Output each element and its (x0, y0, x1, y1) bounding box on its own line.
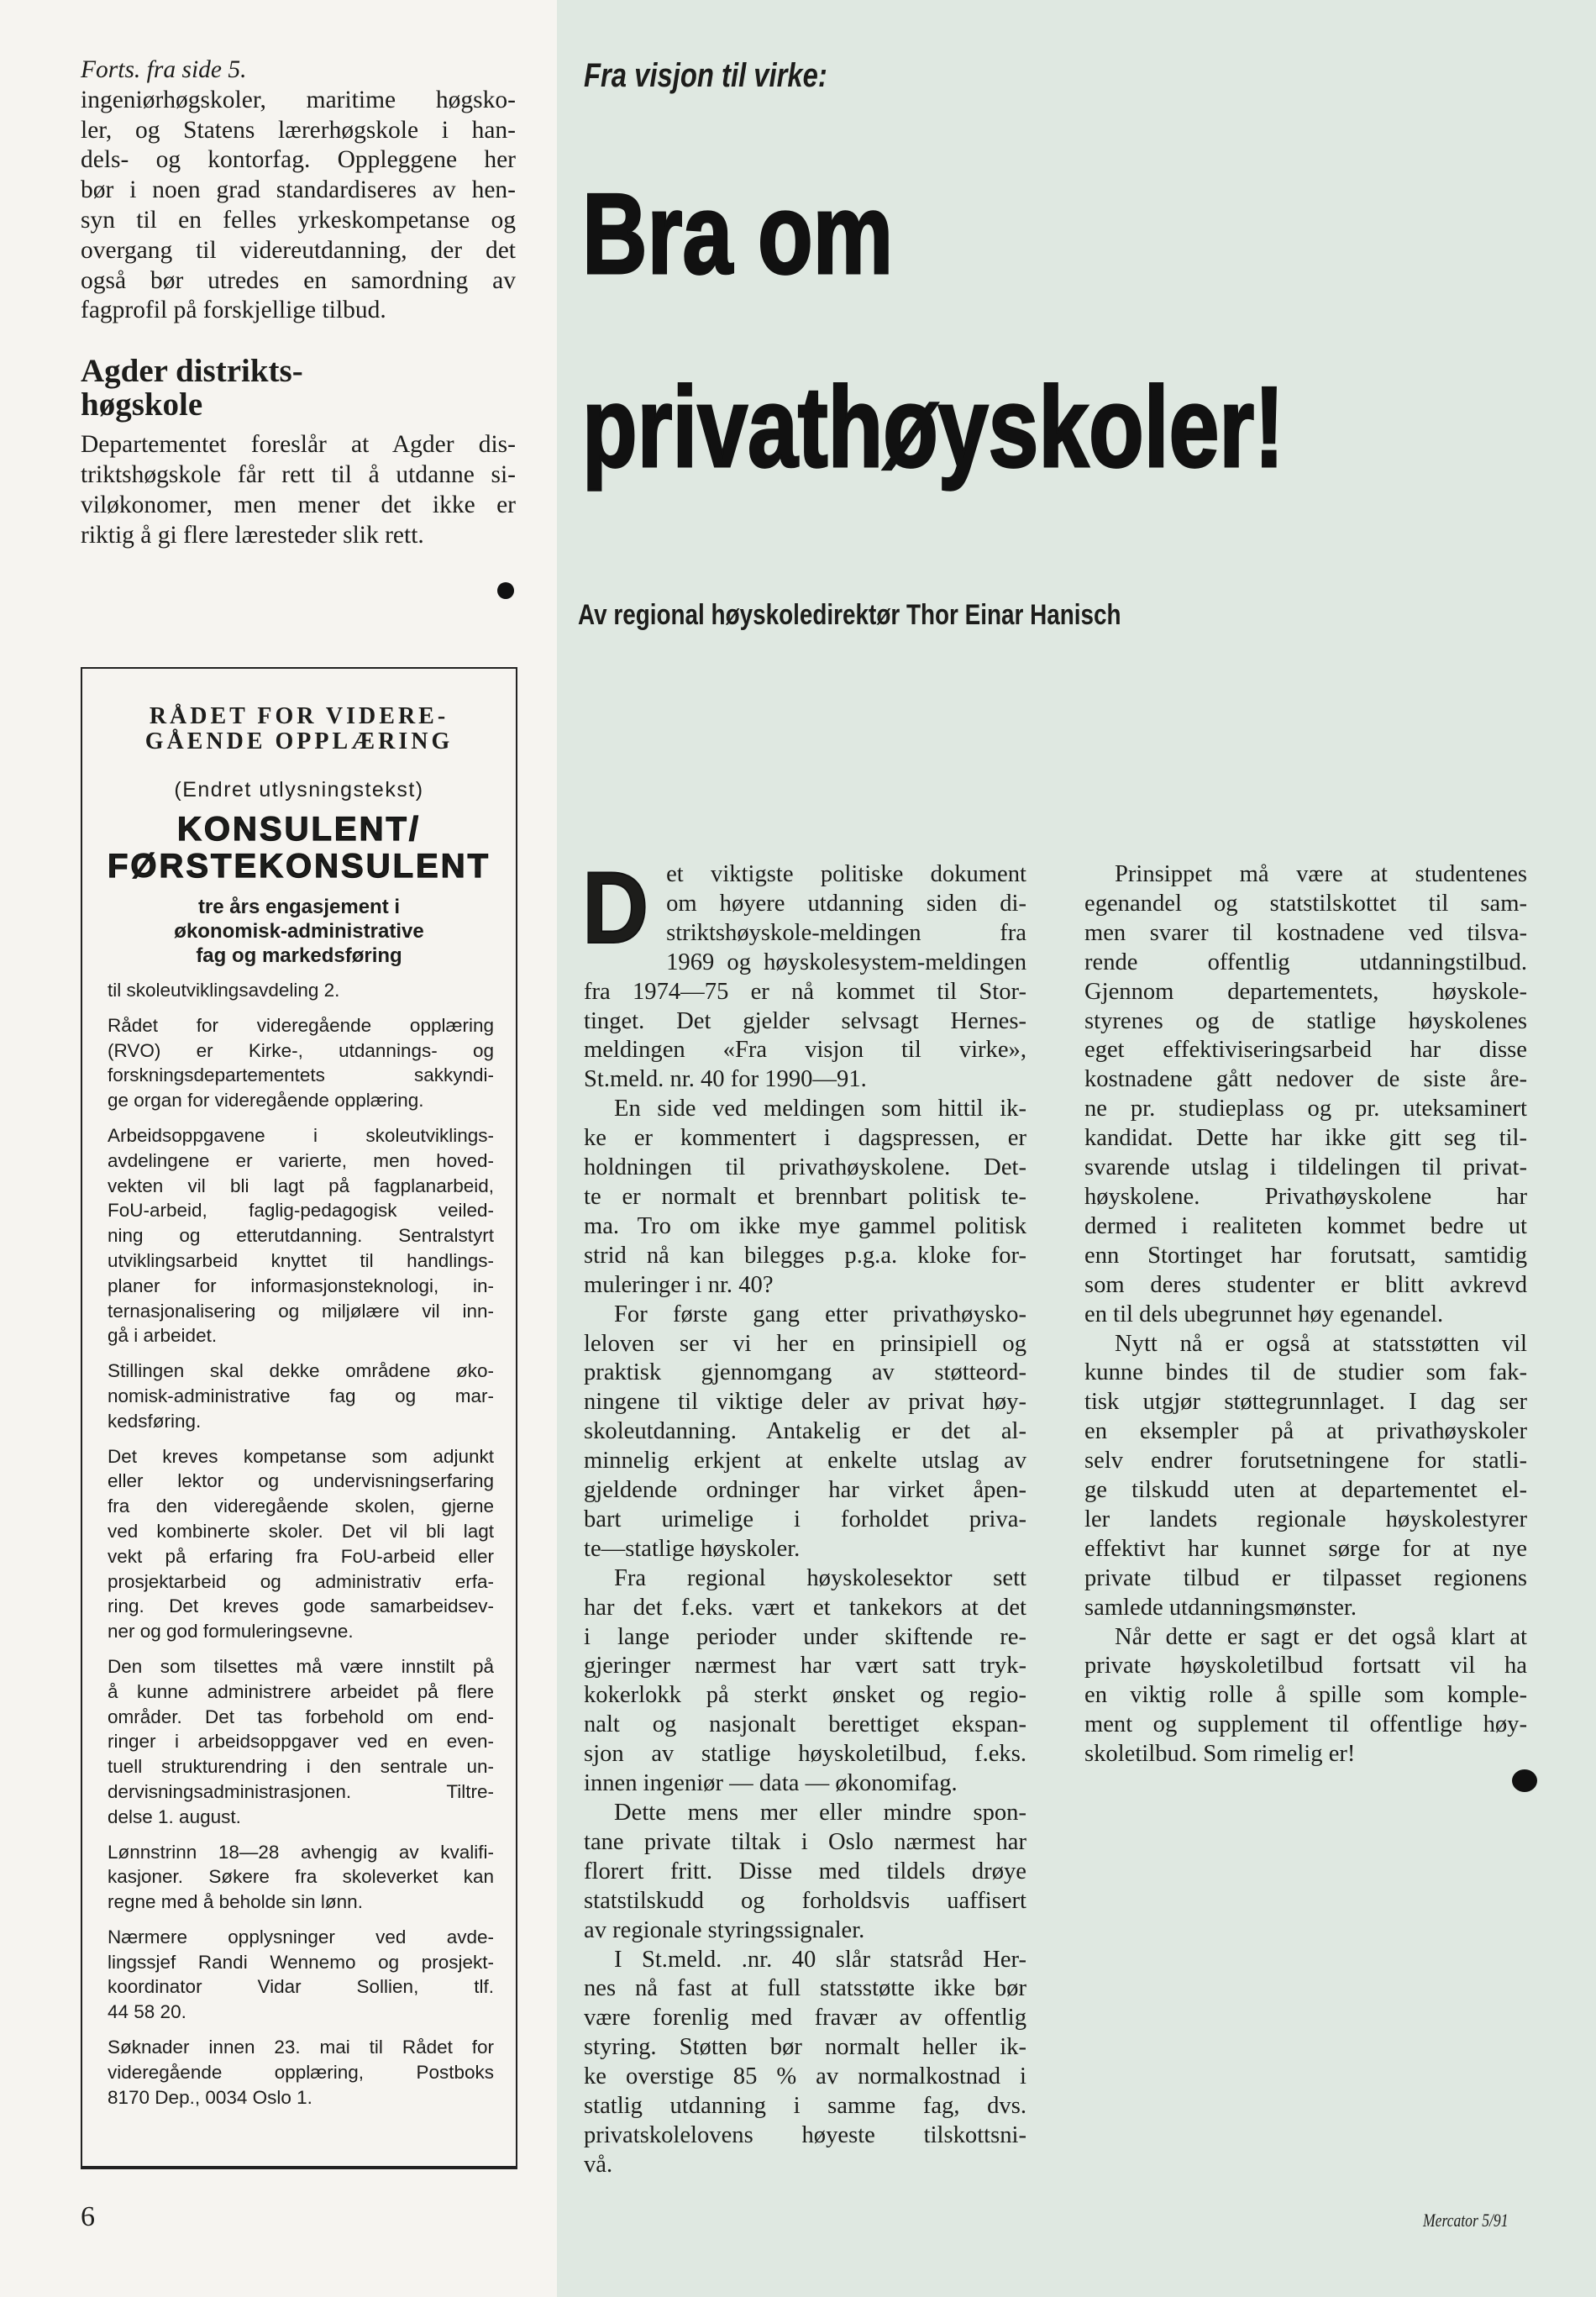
text-line: ler, og Statens lærerhøgskole i han- (81, 116, 516, 144)
text-line: utviklingsarbeid knyttet til handlings- (108, 1249, 494, 1271)
text-line: vå. (584, 2151, 613, 2178)
text-line: For første gang etter privathøysko- (614, 1301, 1026, 1327)
text-line: ner og god formuleringsevne. (108, 1621, 354, 1643)
ad-subtitle-line: økonomisk-administrative (174, 920, 424, 943)
text-line: egenandel og statstilskottet til sam- (1084, 890, 1527, 917)
text-line: holdningen til privathøyskolene. Det- (584, 1154, 1026, 1181)
text-line: Fra regional høyskolesektor sett (614, 1564, 1026, 1591)
text-line: kunne bindes til de studier som fak- (1084, 1359, 1527, 1386)
text-line: kasjoner. Søkere fra skoleverket kan (108, 1866, 494, 1888)
text-line: 44 58 20. (108, 2001, 186, 2023)
article-column-1 (582, 850, 1026, 2180)
text-line: innen ingeniør — data — økonomifag. (584, 1770, 958, 1797)
job-advertisement (81, 667, 517, 2169)
text-line: effektivt har kunnet sørge for at nye (1084, 1535, 1527, 1562)
text-line: selv endrer forutsetningene for statli- (1084, 1448, 1527, 1474)
text-line: ne pr. studieplass og pr. uteksaminert (1084, 1096, 1527, 1122)
paragraph (582, 850, 1026, 1095)
paragraph (108, 978, 494, 1003)
text-line: dermed i realiteten kommet bedre ut (1084, 1212, 1527, 1239)
text-line: svarende utslag i tildelingen til privat- (1084, 1154, 1527, 1181)
text-line: statlig utdanning i samme fag, dvs. (584, 2093, 1026, 2120)
text-line: syn til en felles yrkeskompetanse og (81, 206, 516, 234)
text-line: Nytt nå er også at statsstøtten vil (1115, 1330, 1527, 1357)
text-line: skoletilbud. Som rimelig er! (1084, 1741, 1356, 1768)
text-line: Gjennom departementets, høyskole- (1084, 978, 1527, 1005)
paragraph (108, 1444, 494, 1644)
text-line: videregående opplæring, Postboks (108, 2061, 494, 2083)
text-line: rende offentlig utdanningstilbud. (1084, 949, 1527, 975)
text-line: strid nå kan bilegges p.g.a. kloke for- (584, 1242, 1026, 1269)
text-line: fra den videregående skolen, gjerne (108, 1495, 494, 1517)
ad-note: (Endret utlysningstekst) (174, 778, 424, 802)
text-line: tuell strukturendring i den sentrale un- (108, 1756, 494, 1778)
paragraph (584, 1564, 1026, 1799)
text-line: et viktigste politiske dokument (666, 861, 1026, 887)
text-line: kandidat. Dette har ikke gitt seg til- (1084, 1125, 1527, 1152)
text-line: men svarer til kostnadene ved tilsva- (1084, 919, 1527, 946)
article-body-paragraphs (582, 850, 1026, 2180)
text-line: minnelig erkjent at enkelte utslag av (584, 1448, 1026, 1474)
paragraph (108, 1013, 494, 1113)
text-line: St.meld. nr. 40 for 1990—91. (584, 1066, 867, 1093)
text-line: en viktig rolle å spille som komple- (1084, 1682, 1527, 1709)
text-line: vekten vil bli lagt på fagplanarbeid, (108, 1175, 494, 1196)
ad-organization-line: RÅDET FOR VIDERE- (149, 703, 449, 729)
text-line: private tilbud er tilpasset regionens (1084, 1564, 1527, 1591)
text-line: lingssjef Randi Wennemo og prosjekt- (108, 1951, 494, 1973)
text-line: I St.meld. .nr. 40 slår statsråd Her- (614, 1946, 1026, 1973)
text-line: fagprofil på forskjellige tilbud. (81, 297, 386, 324)
text-line: vekt på erfaring fra FoU-arbeid eller (108, 1545, 494, 1567)
paragraph (1084, 1330, 1527, 1623)
text-line: Departementet foreslår at Agder dis- (81, 431, 516, 459)
text-line: tinget. Det gjelder selvsagt Hernes- (584, 1007, 1026, 1034)
text-line: gjeldende ordninger har virket åpen- (584, 1477, 1026, 1504)
text-line: statstilskudd og forholdsvis uaffisert (584, 1887, 1026, 1914)
text-line: kostnadene gått nedover de siste åre- (1084, 1066, 1527, 1093)
text-line: prosjektarbeid og administrativ erfa- (108, 1570, 494, 1592)
article-byline: Av regional høyskoledirektør Thor Einar Hanisch (578, 599, 1121, 631)
text-line: ringer i arbeidsoppgaver ved en even- (108, 1731, 494, 1753)
ad-body (108, 978, 494, 2110)
left-column (81, 55, 516, 550)
text-line: bør i noen grad standardiseres av hen- (81, 176, 516, 204)
paragraph (108, 1123, 494, 1348)
ad-subtitle-line: fag og markedsføring (196, 944, 402, 967)
text-line: av regionale styringssignaler. (584, 1916, 865, 1943)
text-line: ingeniørhøgskoler, maritime høgsko- (81, 86, 516, 113)
text-line: områder. Det tas forbehold om end- (108, 1706, 494, 1727)
text-line: Lønnstrinn 18—28 avhengig av kvalifi- (108, 1841, 494, 1863)
paragraph (108, 1654, 494, 1830)
ad-subtitle-line: tre års engasjement i (197, 896, 401, 918)
text-line: skoleutdanning. Antakelig er det al- (584, 1418, 1026, 1445)
paragraph (108, 1840, 494, 1915)
text-line: Nærmere opplysninger ved avde- (108, 1926, 494, 1947)
text-line: ring. Det kreves gode samarbeidsev- (108, 1595, 494, 1617)
text-line: ved kombinerte skoler. Det vil bli lagt (108, 1520, 494, 1542)
text-line: gjeringer nærmest har vært satt tryk- (584, 1653, 1026, 1679)
text-line: ternasjonalisering og miljølære vil inn- (108, 1300, 494, 1322)
text-line: om høyere utdanning siden di- (666, 890, 1026, 917)
article-title-line-2: privathøyskoler! (582, 363, 1284, 491)
paragraph (108, 2035, 494, 2110)
text-line: styring. Støtten bør normalt heller ik- (584, 2034, 1026, 2061)
article-column-2 (1084, 860, 1527, 1769)
text-line: Det kreves kompetanse som adjunkt (108, 1445, 494, 1467)
ad-position-title (82, 811, 516, 885)
publication-issue: Mercator 5/91 (1423, 2210, 1509, 2231)
text-line: til skoleutviklingsavdeling 2. (108, 980, 340, 1001)
text-line: ke er kommentert i dagspressen, er (584, 1125, 1026, 1152)
text-line: nalt og nasjonalt berettiget ekspan- (584, 1711, 1026, 1738)
text-line: høyskolene. Privathøyskolene har (1084, 1183, 1527, 1210)
drop-cap: D (582, 850, 649, 965)
continued-paragraph (81, 86, 516, 326)
text-line: forskningsdepartementets sakkyndi- (108, 1064, 494, 1086)
text-line: styrenes og de statlige høyskolenes (1084, 1007, 1527, 1034)
text-line: praktisk gjennomgang av støtteord- (584, 1359, 1026, 1386)
text-line: En side ved meldingen som hittil ik- (614, 1096, 1026, 1122)
text-line: regne med å beholde sin lønn. (108, 1891, 363, 1913)
text-line: privatskolelovens høyeste tilskottsni- (584, 2121, 1026, 2148)
text-line: 1969 og høyskolesystem-meldingen (666, 949, 1026, 975)
text-line: Dette mens mer eller mindre spon- (614, 1800, 1026, 1826)
text-line: avdelingene er varierte, men hoved- (108, 1149, 494, 1171)
text-line: nes nå fast at full statsstøtte ikke bør (584, 1975, 1026, 2002)
text-line: triktshøgskole får rett til å utdanne si- (81, 460, 516, 488)
text-line: være forenlig med fravær av offentlig (584, 2005, 1026, 2032)
text-line: ning og etterutdanning. Sentralstyrt (108, 1225, 494, 1247)
text-line: nomisk-administrative fag og mar- (108, 1385, 494, 1406)
section-heading (81, 355, 516, 422)
text-line: ler landets regionale høyskolestyrer (1084, 1506, 1527, 1532)
text-line: delse 1. august. (108, 1806, 241, 1827)
text-line: en eksempler på at privathøyskoler (1084, 1418, 1527, 1445)
text-line: en til dels ubegrunnet høy egenandel. (1084, 1301, 1444, 1327)
article-kicker: Fra visjon til virke: (584, 57, 827, 94)
text-line: gå i arbeidet. (108, 1325, 218, 1347)
text-line: bart urimelige i forholdet priva- (584, 1506, 1026, 1532)
section-heading-line: Agder distrikts- (81, 353, 303, 390)
text-line: private høyskoletilbud fortsatt vil ha (1084, 1653, 1527, 1679)
paragraph (584, 1301, 1026, 1564)
paragraph (1084, 860, 1527, 1330)
ad-title-line: KONSULENT/ (177, 811, 421, 848)
section-heading-line: høgskole (81, 386, 203, 423)
continued-from-note: Forts. fra side 5. (81, 56, 247, 83)
text-line: tane private tiltak i Oslo nærmest har (584, 1828, 1026, 1855)
text-line: ge tilskudd uten at departementet el- (1084, 1477, 1527, 1504)
text-line: Stillingen skal dekke områdene øko- (108, 1360, 494, 1382)
paragraph (584, 1946, 1026, 2180)
text-line: samlede utdanningsmønster. (1084, 1594, 1357, 1621)
text-line: overgang til videreutdanning, der det (81, 236, 516, 264)
text-line: dervisningsadministrasjonen. Tiltre- (108, 1780, 494, 1802)
text-line: ke overstige 85 % av normalkostnad i (584, 2063, 1026, 2090)
text-line: ningene til viktige deler av privat høy- (584, 1389, 1026, 1416)
paragraph (108, 1925, 494, 2025)
text-line: striktshøyskole-meldingen fra (666, 919, 1026, 946)
paragraph (1084, 1623, 1527, 1770)
text-line: Når dette er sagt er det også klart at (1115, 1623, 1527, 1650)
ad-subtitle (82, 895, 516, 968)
text-line: (RVO) er Kirke-, utdannings- og (108, 1039, 494, 1061)
page-number: 6 (81, 2201, 95, 2232)
text-line: ge organ for videregående opplæring. (108, 1090, 424, 1112)
text-line: koordinator Vidar Sollien, tlf. (108, 1976, 494, 1998)
text-line: Rådet for videregående opplæring (108, 1014, 494, 1036)
text-line: tisk utgjør støttegrunnlaget. I dag ser (1084, 1389, 1527, 1416)
text-line: eller lektor og undervisningserfaring (108, 1470, 494, 1492)
text-line: te—statlige høyskoler. (584, 1535, 801, 1562)
text-line: florert fritt. Disse med tildels drøye (584, 1858, 1026, 1884)
text-line: også bør utredes en samordning av (81, 266, 516, 294)
text-line: muleringer i nr. 40? (584, 1271, 774, 1298)
article-end-bullet-icon (1512, 1769, 1537, 1792)
text-line: sjon av statlige høyskoletilbud, f.eks. (584, 1741, 1026, 1768)
text-line: viløkonomer, men mener det ikke er (81, 491, 516, 518)
ad-organization-line: GÅENDE OPPLÆRING (144, 728, 454, 754)
ad-title-line: FØRSTEKONSULENT (107, 848, 491, 885)
text-line: riktig å gi flere læresteder slik rett. (81, 521, 424, 549)
paragraph (584, 1799, 1026, 1946)
text-line: å kunne administrere arbeidet på flere (108, 1680, 494, 1702)
text-line: meldingen «Fra visjon til virke», (584, 1037, 1026, 1064)
text-line: fra 1974—75 er nå kommet til Stor- (584, 978, 1026, 1005)
paragraph (108, 1359, 494, 1433)
text-line: dels- og kontorfag. Oppleggene her (81, 146, 516, 174)
text-line: Arbeidsoppgavene i skoleutviklings- (108, 1124, 494, 1146)
end-bullet-icon (497, 582, 514, 599)
text-line: ma. Tro om ikke mye gammel politisk (584, 1212, 1026, 1239)
text-line: planer for informasjonsteknologi, in- (108, 1275, 494, 1296)
text-line: som deres studenter er blitt avkrevd (1084, 1271, 1527, 1298)
text-line: FoU-arbeid, faglig-pedagogisk veiled- (108, 1200, 494, 1222)
text-line: kedsføring. (108, 1410, 202, 1432)
article-title-line-1: Bra om (582, 170, 894, 297)
text-line: ment og supplement til offentlige høy- (1084, 1711, 1527, 1738)
text-line: te er normalt et brennbart politisk te- (584, 1183, 1026, 1210)
text-line: leloven ser vi her en prinsipiell og (584, 1330, 1026, 1357)
text-line: 8170 Dep., 0034 Oslo 1. (108, 2086, 312, 2108)
text-line: kokerlokk på sterkt ønsket og regio- (584, 1682, 1026, 1709)
paragraph (584, 1095, 1026, 1300)
text-line: Prinsippet må være at studentenes (1115, 861, 1527, 887)
text-line: Den som tilsettes må være innstilt på (108, 1655, 494, 1677)
text-line: Søknader innen 23. mai til Rådet for (108, 2037, 494, 2058)
text-line: i lange perioder under skiftende re- (584, 1623, 1026, 1650)
section-paragraph (81, 430, 516, 550)
text-line: eget effektiviseringsarbeid har disse (1084, 1037, 1527, 1064)
ad-organization (82, 704, 516, 754)
text-line: har det f.eks. vært et tankekors at det (584, 1594, 1026, 1621)
article-body-paragraphs (1084, 860, 1527, 1769)
text-line: enn Stortinget har forutsatt, samtidig (1084, 1242, 1527, 1269)
